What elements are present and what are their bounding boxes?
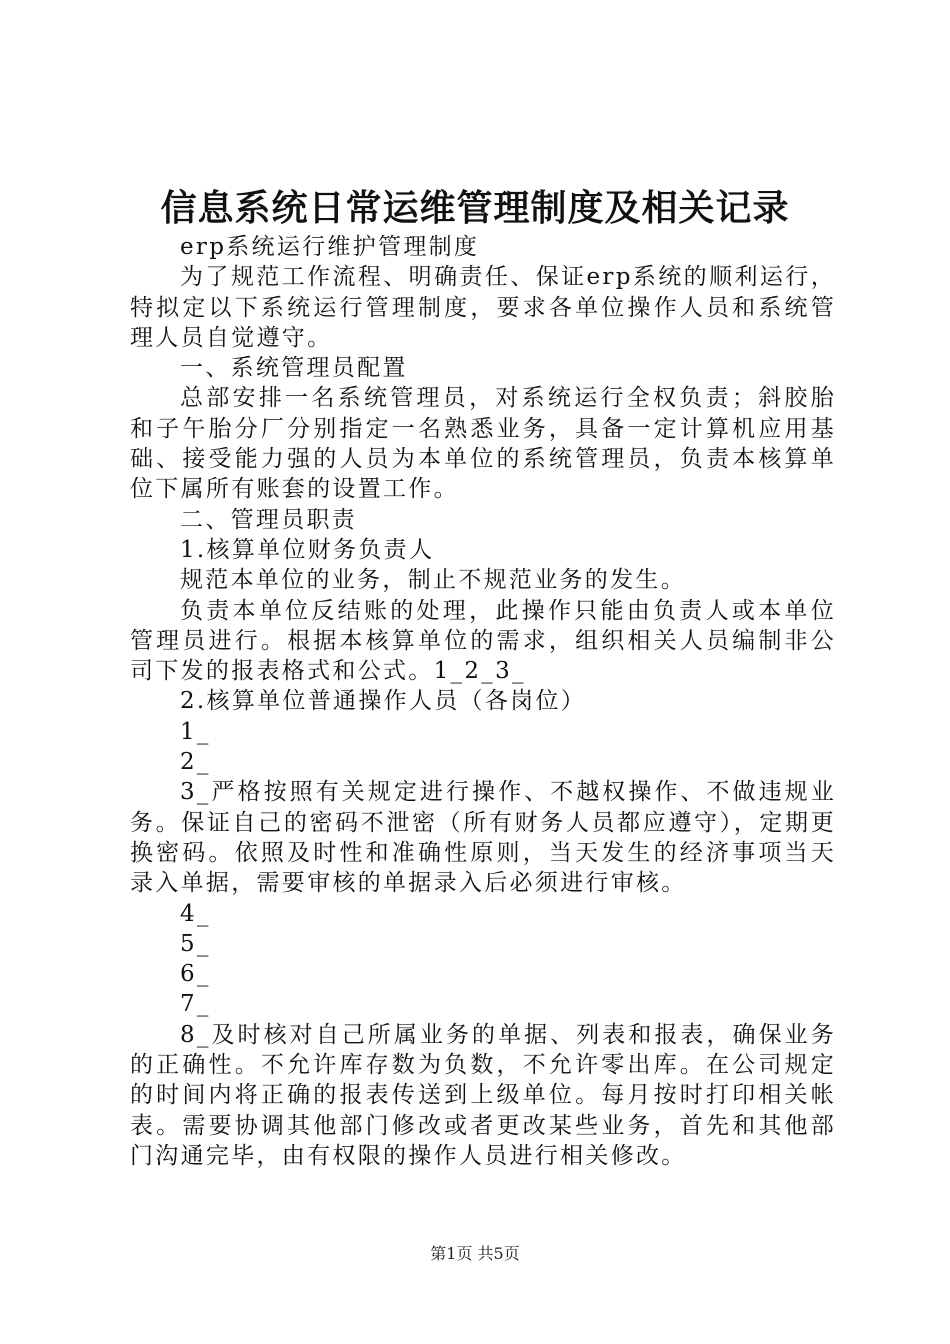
page-footer: 第1页 共5页: [430, 1244, 520, 1263]
section-heading: 一、系统管理员配置: [180, 355, 408, 382]
paragraph: 负责本单位反结账的处理，此操作只能由负责人或本单位管理员进行。根据本核算单位的需求，组织相关人员编制非公司下发的报表格式和公式。1_2_3_: [130, 597, 836, 685]
list-item: 8_及时核对自己所属业务的单据、列表和报表，确保业务的正确性。不允许库存数为负数，不允许零出库。在公司规定的时间内将正确的报表传送到上级单位。每月按时打印相关帐表。需要协调其他部门修改或者更改某些业务，首先和其他部门沟通完毕，由有权限的操作人员进行相关修改。: [130, 1021, 836, 1169]
list-item: 6_: [180, 961, 211, 988]
paragraph: 总部安排一名系统管理员，对系统运行全权负责；斜胶胎和子午胎分厂分别指定一名熟悉业务，具备一定计算机应用基础、接受能力强的人员为本单位的系统管理员，负责本核算单位下属所有账套的设置工作。: [130, 385, 836, 503]
paragraph: 规范本单位的业务，制止不规范业务的发生。: [180, 567, 686, 594]
subsection-heading: 1.核算单位财务负责人: [180, 536, 435, 563]
document-body: [130, 232, 836, 1171]
section-heading: 二、管理员职责: [180, 506, 358, 533]
list-item: 4_: [180, 900, 211, 927]
document-title: 信息系统日常运维管理制度及相关记录: [160, 188, 790, 229]
paragraph: 为了规范工作流程、明确责任、保证erp系统的顺利运行，特拟定以下系统运行管理制度，要求各单位操作人员和系统管理人员自觉遵守。: [130, 264, 836, 351]
list-item: 1_: [180, 718, 211, 745]
list-item: 3_严格按照有关规定进行操作、不越权操作、不做违规业务。保证自己的密码不泄密（所有财务人员都应遵守），定期更换密码。依照及时性和准确性原则，当天发生的经济事项当天录入单据，需要审核的单据录入后必须进行审核。: [130, 779, 836, 897]
list-item: 7_: [180, 991, 211, 1018]
list-item: 2_: [180, 749, 211, 776]
paragraph: erp系统运行维护管理制度: [180, 234, 480, 260]
subsection-heading: 2.核算单位普通操作人员（各岗位）: [180, 688, 587, 715]
list-item: 5_: [180, 930, 211, 957]
